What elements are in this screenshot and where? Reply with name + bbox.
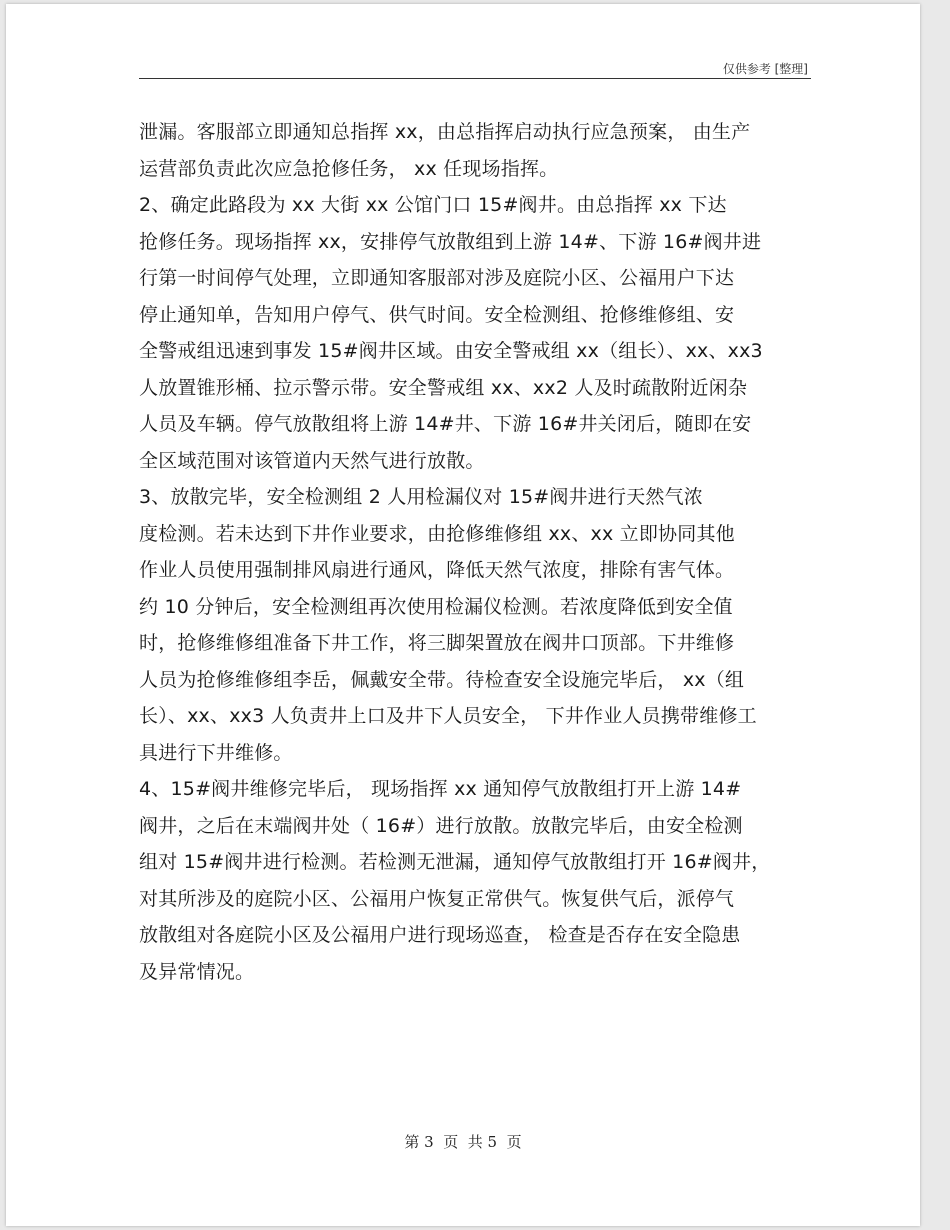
body-line: 停止通知单，告知用户停气、供气时间。安全检测组、抢修维修组、安 [139,303,735,326]
body-line: 作业人员使用强制排风扇进行通风，降低天然气浓度，排除有害气体。 [139,559,735,581]
body-line: 长）、xx、xx3 人负责井上口及井下人员安全， 下井作业人员携带维修工 [139,705,757,727]
body-line: 及异常情况。 [139,960,255,983]
body-line: 约 10 分钟后，安全检测组再次使用检漏仪检测。若浓度降低到安全值 [139,595,733,618]
body-line: 放散组对各庭院小区及公福用户进行现场巡查， 检查是否存在安全隐患 [139,924,741,946]
body-line: 具进行下井维修。 [139,741,293,764]
body-line: 泄漏。客服部立即通知总指挥 xx，由总指挥启动执行应急预案， 由生产 [139,121,751,143]
header-divider [139,78,811,79]
body-line: 对其所涉及的庭院小区、公福用户恢复正常供气。恢复供气后，派停气 [139,887,735,910]
body-line: 度检测。若未达到下井作业要求，由抢修维修组 xx、xx 立即协同其他 [139,522,735,545]
body-line: 3、放散完毕，安全检测组 2 人用检漏仪对 15#阀井进行天然气浓 [139,486,703,508]
body-line: 2、确定此路段为 xx 大街 xx 公馆门口 15#阀井。由总指挥 xx 下达 [139,194,727,216]
body-line: 行第一时间停气处理，立即通知客服部对涉及庭院小区、公福用户下达 [139,267,735,289]
body-line: 抢修任务。现场指挥 xx，安排停气放散组到上游 14#、下游 16#阀井进 [139,230,762,253]
body-line: 组对 15#阀井进行检测。若检测无泄漏，通知停气放散组打开 16#阀井， [139,851,771,873]
body-line: 4、15#阀井维修完毕后， 现场指挥 xx 通知停气放散组打开上游 14# [139,778,742,800]
body-line: 人员及车辆。停气放散组将上游 14#井、下游 16#井关闭后，随即在安 [139,413,752,435]
body-line: 阀井，之后在末端阀井处（ 16#）进行放散。放散完毕后，由安全检测 [139,814,743,837]
body-line: 全警戒组迅速到事发 15#阀井区域。由安全警戒组 xx（组长）、xx、xx3 [139,340,763,362]
body-line: 全区域范围对该管道内天然气进行放散。 [139,449,485,472]
body-line: 人员为抢修维修组李岳，佩戴安全带。待检查安全设施完毕后， xx（组 [139,668,745,691]
page-header: 仅供参考 [整理] [722,62,808,76]
page-footer: 第 3 页 共 5 页 [404,1133,522,1151]
body-line: 运营部负责此次应急抢修任务， xx 任现场指挥。 [139,157,559,180]
document-page [6,4,920,1226]
body-line: 时，抢修维修组准备下井工作，将三脚架置放在阀井口顶部。下井维修 [139,632,735,654]
body-line: 人放置锥形桶、拉示警示带。安全警戒组 xx、xx2 人及时疏散附近闲杂 [139,376,748,399]
